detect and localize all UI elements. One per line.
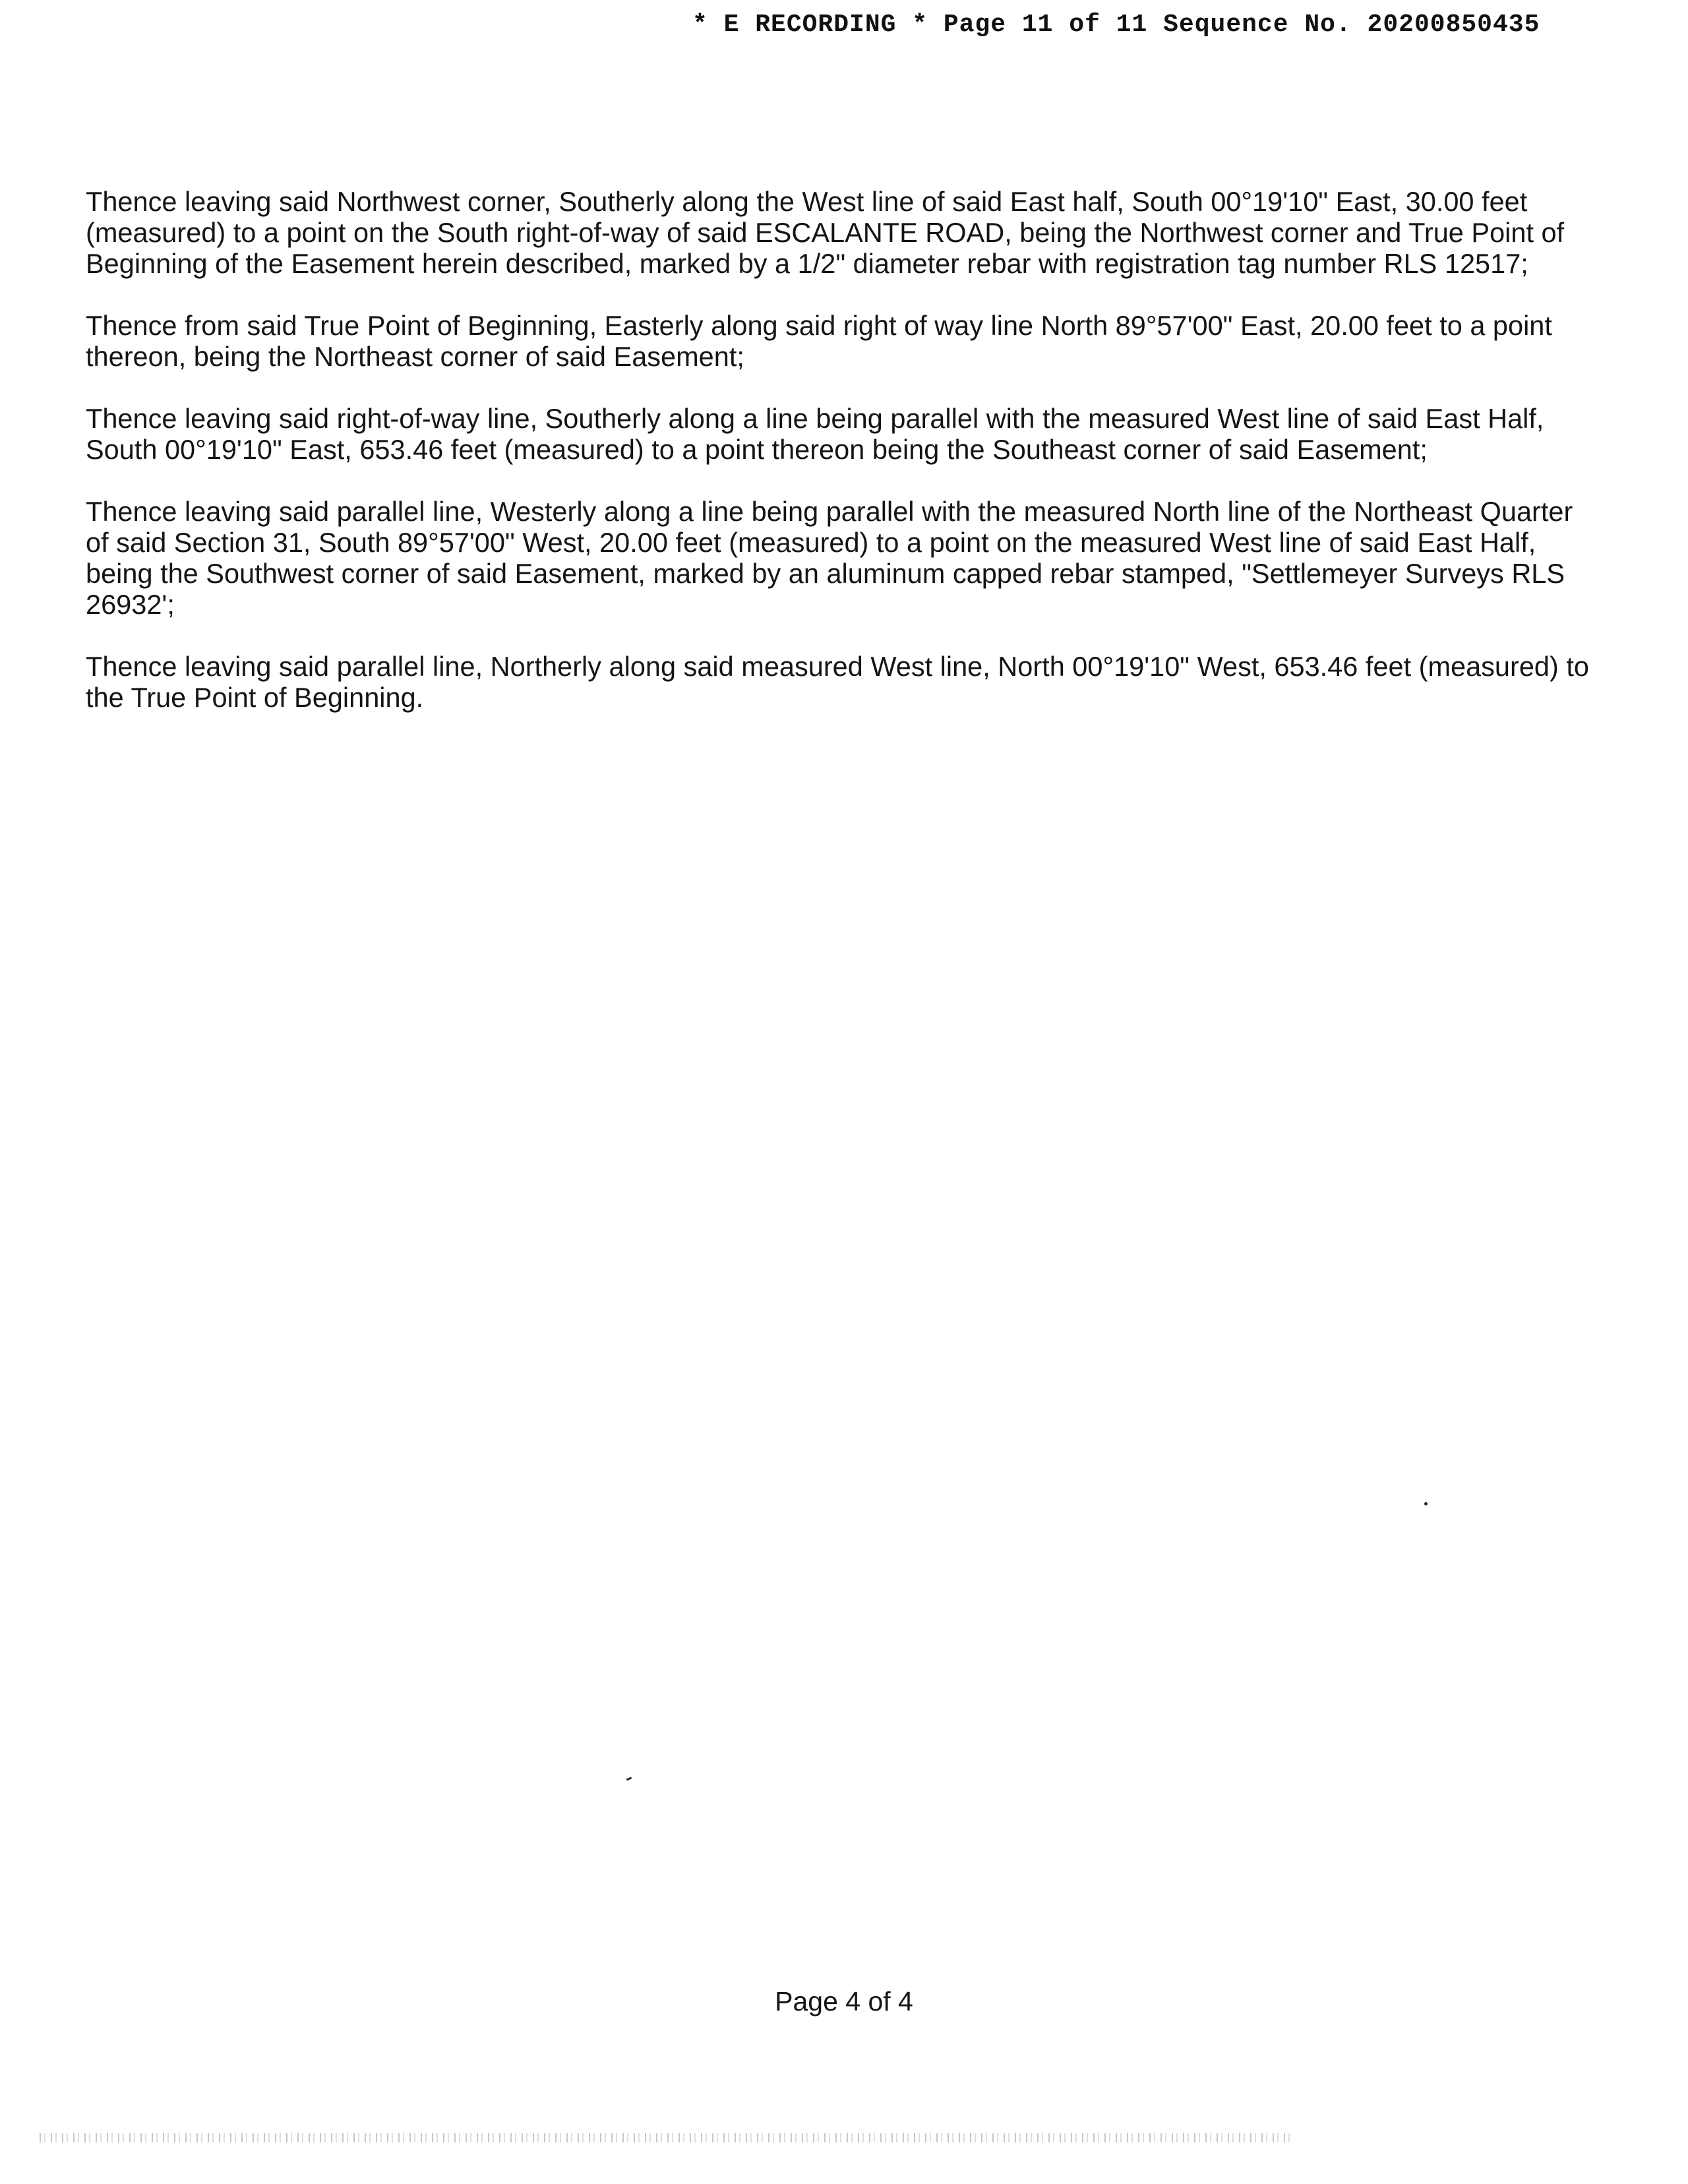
paragraph-southeast-corner: Thence leaving said right-of-way line, Southerly along a line being parallel with the measured West line of said East Half, South 00°19'10" East, 653.46 feet (measured) to a point thereon being the Southeast corner of said Easement; <box>86 403 1544 465</box>
recording-header: * E RECORDING * Page 11 of 11 Sequence No. 20200850435 <box>692 11 1540 39</box>
scan-speck <box>626 1776 632 1780</box>
paragraph-northwest-corner: Thence leaving said Northwest corner, Southerly along the West line of said East half, South 00°19'10" East, 30.00 feet (measured) to a point on the South right-of-way of said ESCALANTE ROAD, being the Northwest corner and True Point of Beginning of the Easement herein described, marked by a 1/2" diameter rebar with registration tag number RLS 12517; <box>86 186 1565 279</box>
page-number: Page 4 of 4 <box>775 1986 913 2017</box>
scan-speck <box>1424 1502 1428 1505</box>
paragraph-southwest-corner: Thence leaving said parallel line, Westerly along a line being parallel with the measured North line of the Northeast Quarter of said Section 31, South 89°57'00" West, 20.00 feet (measured) to a point on the measured West line of said East Half, being the Southwest corner of said Easement, marked by an aluminum capped rebar stamped, "Settlemeyer Surveys RLS 26932'; <box>86 496 1573 620</box>
paragraph-true-point-of-beginning: Thence leaving said parallel line, Northerly along said measured West line, North 00°19'10" West, 653.46 feet (measured) to the True Point of Beginning. <box>86 651 1589 713</box>
scan-artifact-line <box>40 2133 1292 2142</box>
paragraph-northeast-corner: Thence from said True Point of Beginning, Easterly along said right of way line North 89°57'00" East, 20.00 feet to a point thereon, being the Northeast corner of said Easement; <box>86 310 1552 372</box>
legal-description <box>86 186 1589 744</box>
